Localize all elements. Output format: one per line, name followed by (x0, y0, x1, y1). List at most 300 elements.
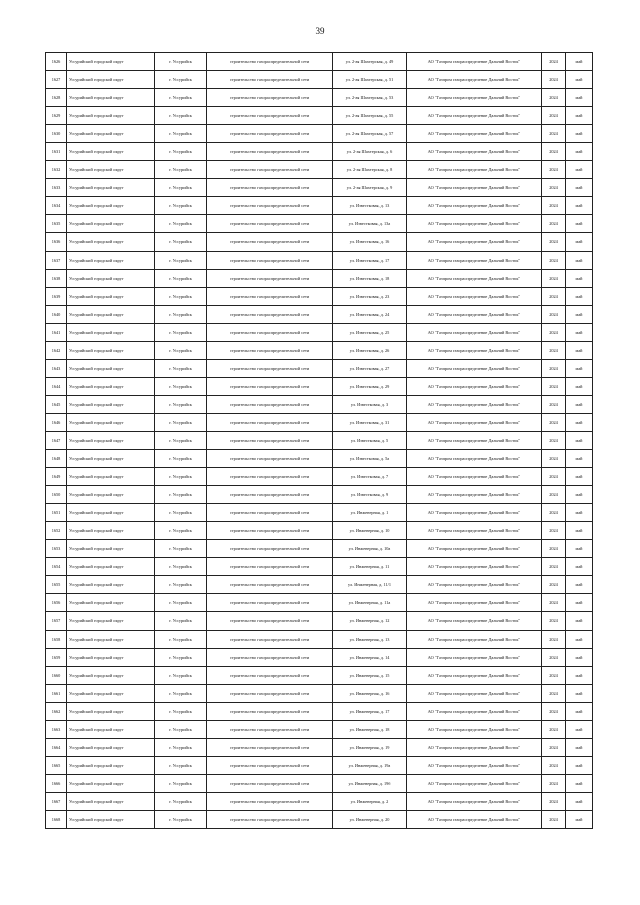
city-cell: г. Уссурийск (155, 431, 207, 449)
address-cell: ул. 2-ая Шахтерская, д. 6 (333, 143, 407, 161)
month-cell: май (566, 53, 593, 71)
address-cell: ул. Известковая, д. 26 (333, 341, 407, 359)
year-cell: 2024 (542, 630, 566, 648)
year-cell: 2024 (542, 684, 566, 702)
city-cell: г. Уссурийск (155, 413, 207, 431)
organization-cell: АО "Газпром газораспределение Дальний Восток" (407, 504, 542, 522)
address-cell: ул. Инженерная, д. 14 (333, 648, 407, 666)
table-row (46, 792, 593, 810)
address-cell: ул. 2-ая Шахтерская, д. 55 (333, 107, 407, 125)
city-cell: г. Уссурийск (155, 269, 207, 287)
table-row (46, 540, 593, 558)
table-row (46, 702, 593, 720)
work-type-cell: строительство газораспределительной сети (207, 107, 333, 125)
row-number-cell: 1645 (46, 395, 67, 413)
work-type-cell: строительство газораспределительной сети (207, 269, 333, 287)
address-cell: ул. Инженерная, д. 10а (333, 540, 407, 558)
row-number-cell: 1627 (46, 71, 67, 89)
organization-cell: АО "Газпром газораспределение Дальний Восток" (407, 287, 542, 305)
year-cell: 2024 (542, 179, 566, 197)
row-number-cell: 1629 (46, 107, 67, 125)
year-cell: 2024 (542, 359, 566, 377)
organization-cell: АО "Газпром газораспределение Дальний Восток" (407, 161, 542, 179)
row-number-cell: 1640 (46, 305, 67, 323)
city-cell: г. Уссурийск (155, 468, 207, 486)
work-type-cell: строительство газораспределительной сети (207, 341, 333, 359)
row-number-cell: 1648 (46, 450, 67, 468)
row-number-cell: 1633 (46, 179, 67, 197)
city-cell: г. Уссурийск (155, 89, 207, 107)
city-cell: г. Уссурийск (155, 648, 207, 666)
row-number-cell: 1650 (46, 486, 67, 504)
work-type-cell: строительство газораспределительной сети (207, 576, 333, 594)
year-cell: 2024 (542, 341, 566, 359)
city-cell: г. Уссурийск (155, 125, 207, 143)
municipality-cell: Уссурийский городской округ (67, 810, 155, 828)
table-row (46, 197, 593, 215)
table-row (46, 612, 593, 630)
municipality-cell: Уссурийский городской округ (67, 359, 155, 377)
municipality-cell: Уссурийский городской округ (67, 720, 155, 738)
address-cell: ул. Инженерная, д. 19а (333, 756, 407, 774)
year-cell: 2024 (542, 738, 566, 756)
table-row (46, 522, 593, 540)
table-row (46, 161, 593, 179)
row-number-cell: 1637 (46, 251, 67, 269)
work-type-cell: строительство газораспределительной сети (207, 486, 333, 504)
city-cell: г. Уссурийск (155, 71, 207, 89)
month-cell: май (566, 377, 593, 395)
address-cell: ул. Инженерная, д. 20 (333, 810, 407, 828)
work-type-cell: строительство газораспределительной сети (207, 756, 333, 774)
year-cell: 2024 (542, 287, 566, 305)
row-number-cell: 1651 (46, 504, 67, 522)
row-number-cell: 1626 (46, 53, 67, 71)
row-number-cell: 1654 (46, 558, 67, 576)
year-cell: 2024 (542, 323, 566, 341)
municipality-cell: Уссурийский городской округ (67, 522, 155, 540)
work-type-cell: строительство газораспределительной сети (207, 197, 333, 215)
row-number-cell: 1655 (46, 576, 67, 594)
city-cell: г. Уссурийск (155, 540, 207, 558)
organization-cell: АО "Газпром газораспределение Дальний Восток" (407, 269, 542, 287)
organization-cell: АО "Газпром газораспределение Дальний Восток" (407, 540, 542, 558)
work-type-cell: строительство газораспределительной сети (207, 413, 333, 431)
table-row (46, 576, 593, 594)
organization-cell: АО "Газпром газораспределение Дальний Восток" (407, 684, 542, 702)
organization-cell: АО "Газпром газораспределение Дальний Восток" (407, 53, 542, 71)
month-cell: май (566, 774, 593, 792)
table-row (46, 287, 593, 305)
month-cell: май (566, 413, 593, 431)
address-cell: ул. Известковая, д. 16 (333, 233, 407, 251)
month-cell: май (566, 71, 593, 89)
work-type-cell: строительство газораспределительной сети (207, 89, 333, 107)
month-cell: май (566, 269, 593, 287)
year-cell: 2024 (542, 540, 566, 558)
month-cell: май (566, 341, 593, 359)
work-type-cell: строительство газораспределительной сети (207, 468, 333, 486)
organization-cell: АО "Газпром газораспределение Дальний Восток" (407, 702, 542, 720)
municipality-cell: Уссурийский городской округ (67, 684, 155, 702)
year-cell: 2024 (542, 486, 566, 504)
municipality-cell: Уссурийский городской округ (67, 486, 155, 504)
work-type-cell: строительство газораспределительной сети (207, 215, 333, 233)
row-number-cell: 1630 (46, 125, 67, 143)
municipality-cell: Уссурийский городской округ (67, 341, 155, 359)
year-cell: 2024 (542, 89, 566, 107)
organization-cell: АО "Газпром газораспределение Дальний Восток" (407, 720, 542, 738)
table-row (46, 215, 593, 233)
table-row (46, 125, 593, 143)
address-cell: ул. Известковая, д. 3 (333, 395, 407, 413)
work-type-cell: строительство газораспределительной сети (207, 810, 333, 828)
address-cell: ул. Инженерная, д. 19 (333, 738, 407, 756)
month-cell: май (566, 486, 593, 504)
municipality-cell: Уссурийский городской округ (67, 594, 155, 612)
year-cell: 2024 (542, 71, 566, 89)
year-cell: 2024 (542, 594, 566, 612)
municipality-cell: Уссурийский городской округ (67, 53, 155, 71)
address-cell: ул. Инженерная, д. 13 (333, 630, 407, 648)
municipality-cell: Уссурийский городской округ (67, 287, 155, 305)
row-number-cell: 1641 (46, 323, 67, 341)
table-row (46, 71, 593, 89)
registry-table (45, 52, 593, 829)
organization-cell: АО "Газпром газораспределение Дальний Восток" (407, 468, 542, 486)
year-cell: 2024 (542, 648, 566, 666)
row-number-cell: 1634 (46, 197, 67, 215)
table-row (46, 395, 593, 413)
organization-cell: АО "Газпром газораспределение Дальний Восток" (407, 594, 542, 612)
row-number-cell: 1631 (46, 143, 67, 161)
row-number-cell: 1668 (46, 810, 67, 828)
work-type-cell: строительство газораспределительной сети (207, 558, 333, 576)
organization-cell: АО "Газпром газораспределение Дальний Восток" (407, 377, 542, 395)
organization-cell: АО "Газпром газораспределение Дальний Восток" (407, 125, 542, 143)
city-cell: г. Уссурийск (155, 143, 207, 161)
year-cell: 2024 (542, 161, 566, 179)
month-cell: май (566, 666, 593, 684)
address-cell: ул. Инженерная, д. 11а (333, 594, 407, 612)
municipality-cell: Уссурийский городской округ (67, 558, 155, 576)
organization-cell: АО "Газпром газораспределение Дальний Восток" (407, 666, 542, 684)
address-cell: ул. Инженерная, д. 1 (333, 504, 407, 522)
row-number-cell: 1649 (46, 468, 67, 486)
address-cell: ул. Инженерная, д. 17 (333, 702, 407, 720)
municipality-cell: Уссурийский городской округ (67, 540, 155, 558)
address-cell: ул. Известковая, д. 25 (333, 323, 407, 341)
municipality-cell: Уссурийский городской округ (67, 269, 155, 287)
month-cell: май (566, 684, 593, 702)
work-type-cell: строительство газораспределительной сети (207, 143, 333, 161)
address-cell: ул. Известковая, д. 13 (333, 197, 407, 215)
municipality-cell: Уссурийский городской округ (67, 143, 155, 161)
work-type-cell: строительство газораспределительной сети (207, 179, 333, 197)
year-cell: 2024 (542, 666, 566, 684)
month-cell: май (566, 305, 593, 323)
table-row (46, 431, 593, 449)
work-type-cell: строительство газораспределительной сети (207, 450, 333, 468)
city-cell: г. Уссурийск (155, 197, 207, 215)
table-row (46, 413, 593, 431)
month-cell: май (566, 810, 593, 828)
year-cell: 2024 (542, 251, 566, 269)
municipality-cell: Уссурийский городской округ (67, 215, 155, 233)
address-cell: ул. 2-ая Шахтерская, д. 53 (333, 89, 407, 107)
municipality-cell: Уссурийский городской округ (67, 468, 155, 486)
organization-cell: АО "Газпром газораспределение Дальний Восток" (407, 233, 542, 251)
city-cell: г. Уссурийск (155, 341, 207, 359)
municipality-cell: Уссурийский городской округ (67, 161, 155, 179)
work-type-cell: строительство газораспределительной сети (207, 522, 333, 540)
table-row (46, 143, 593, 161)
address-cell: ул. Известковая, д. 5а (333, 450, 407, 468)
address-cell: ул. 2-ая Шахтерская, д. 51 (333, 71, 407, 89)
year-cell: 2024 (542, 558, 566, 576)
city-cell: г. Уссурийск (155, 450, 207, 468)
city-cell: г. Уссурийск (155, 684, 207, 702)
month-cell: май (566, 720, 593, 738)
address-cell: ул. Известковая, д. 23 (333, 287, 407, 305)
municipality-cell: Уссурийский городской округ (67, 450, 155, 468)
organization-cell: АО "Газпром газораспределение Дальний Восток" (407, 305, 542, 323)
organization-cell: АО "Газпром газораспределение Дальний Восток" (407, 197, 542, 215)
table-row (46, 251, 593, 269)
year-cell: 2024 (542, 756, 566, 774)
work-type-cell: строительство газораспределительной сети (207, 540, 333, 558)
year-cell: 2024 (542, 53, 566, 71)
row-number-cell: 1663 (46, 720, 67, 738)
city-cell: г. Уссурийск (155, 594, 207, 612)
work-type-cell: строительство газораспределительной сети (207, 287, 333, 305)
year-cell: 2024 (542, 450, 566, 468)
address-cell: ул. Инженерная, д. 19б (333, 774, 407, 792)
city-cell: г. Уссурийск (155, 522, 207, 540)
organization-cell: АО "Газпром газораспределение Дальний Восток" (407, 215, 542, 233)
municipality-cell: Уссурийский городской округ (67, 251, 155, 269)
organization-cell: АО "Газпром газораспределение Дальний Восток" (407, 450, 542, 468)
municipality-cell: Уссурийский городской округ (67, 377, 155, 395)
table-row (46, 756, 593, 774)
row-number-cell: 1653 (46, 540, 67, 558)
organization-cell: АО "Газпром газораспределение Дальний Восток" (407, 341, 542, 359)
city-cell: г. Уссурийск (155, 720, 207, 738)
table-row (46, 233, 593, 251)
organization-cell: АО "Газпром газораспределение Дальний Восток" (407, 486, 542, 504)
address-cell: ул. Инженерная, д. 16 (333, 684, 407, 702)
municipality-cell: Уссурийский городской округ (67, 305, 155, 323)
year-cell: 2024 (542, 269, 566, 287)
table-row (46, 504, 593, 522)
organization-cell: АО "Газпром газораспределение Дальний Восток" (407, 612, 542, 630)
work-type-cell: строительство газораспределительной сети (207, 648, 333, 666)
work-type-cell: строительство газораспределительной сети (207, 71, 333, 89)
municipality-cell: Уссурийский городской округ (67, 233, 155, 251)
month-cell: май (566, 468, 593, 486)
month-cell: май (566, 504, 593, 522)
address-cell: ул. Инженерная, д. 11/1 (333, 576, 407, 594)
address-cell: ул. Известковая, д. 24 (333, 305, 407, 323)
table-row (46, 107, 593, 125)
work-type-cell: строительство газораспределительной сети (207, 431, 333, 449)
year-cell: 2024 (542, 305, 566, 323)
month-cell: май (566, 197, 593, 215)
row-number-cell: 1660 (46, 666, 67, 684)
row-number-cell: 1638 (46, 269, 67, 287)
month-cell: май (566, 540, 593, 558)
municipality-cell: Уссурийский городской округ (67, 395, 155, 413)
municipality-cell: Уссурийский городской округ (67, 792, 155, 810)
city-cell: г. Уссурийск (155, 215, 207, 233)
row-number-cell: 1635 (46, 215, 67, 233)
address-cell: ул. Известковая, д. 29 (333, 377, 407, 395)
month-cell: май (566, 233, 593, 251)
row-number-cell: 1667 (46, 792, 67, 810)
organization-cell: АО "Газпром газораспределение Дальний Восток" (407, 431, 542, 449)
row-number-cell: 1657 (46, 612, 67, 630)
organization-cell: АО "Газпром газораспределение Дальний Восток" (407, 359, 542, 377)
city-cell: г. Уссурийск (155, 486, 207, 504)
page-number: 39 (315, 26, 325, 36)
table-row (46, 648, 593, 666)
address-cell: ул. Инженерная, д. 15 (333, 666, 407, 684)
month-cell: май (566, 251, 593, 269)
month-cell: май (566, 792, 593, 810)
year-cell: 2024 (542, 377, 566, 395)
city-cell: г. Уссурийск (155, 287, 207, 305)
organization-cell: АО "Газпром газораспределение Дальний Восток" (407, 630, 542, 648)
row-number-cell: 1658 (46, 630, 67, 648)
table-row (46, 450, 593, 468)
month-cell: май (566, 125, 593, 143)
year-cell: 2024 (542, 215, 566, 233)
address-cell: ул. Инженерная, д. 2 (333, 792, 407, 810)
municipality-cell: Уссурийский городской округ (67, 71, 155, 89)
registry-table-body (46, 53, 593, 829)
address-cell: ул. Известковая, д. 5 (333, 431, 407, 449)
table-row (46, 720, 593, 738)
city-cell: г. Уссурийск (155, 810, 207, 828)
organization-cell: АО "Газпром газораспределение Дальний Восток" (407, 774, 542, 792)
row-number-cell: 1636 (46, 233, 67, 251)
table-row (46, 774, 593, 792)
city-cell: г. Уссурийск (155, 107, 207, 125)
table-row (46, 377, 593, 395)
work-type-cell: строительство газораспределительной сети (207, 359, 333, 377)
city-cell: г. Уссурийск (155, 233, 207, 251)
table-row (46, 359, 593, 377)
month-cell: май (566, 323, 593, 341)
month-cell: май (566, 431, 593, 449)
year-cell: 2024 (542, 792, 566, 810)
row-number-cell: 1656 (46, 594, 67, 612)
month-cell: май (566, 215, 593, 233)
municipality-cell: Уссурийский городской округ (67, 702, 155, 720)
city-cell: г. Уссурийск (155, 630, 207, 648)
municipality-cell: Уссурийский городской округ (67, 612, 155, 630)
table-row (46, 486, 593, 504)
month-cell: май (566, 89, 593, 107)
city-cell: г. Уссурийск (155, 377, 207, 395)
year-cell: 2024 (542, 774, 566, 792)
work-type-cell: строительство газораспределительной сети (207, 323, 333, 341)
organization-cell: АО "Газпром газораспределение Дальний Восток" (407, 558, 542, 576)
work-type-cell: строительство газораспределительной сети (207, 774, 333, 792)
month-cell: май (566, 179, 593, 197)
municipality-cell: Уссурийский городской округ (67, 125, 155, 143)
table-row (46, 305, 593, 323)
work-type-cell: строительство газораспределительной сети (207, 630, 333, 648)
work-type-cell: строительство газораспределительной сети (207, 233, 333, 251)
table-row (46, 738, 593, 756)
address-cell: ул. Инженерная, д. 11 (333, 558, 407, 576)
address-cell: ул. Известковая, д. 17 (333, 251, 407, 269)
table-row (46, 630, 593, 648)
table-row (46, 666, 593, 684)
organization-cell: АО "Газпром газораспределение Дальний Восток" (407, 756, 542, 774)
city-cell: г. Уссурийск (155, 738, 207, 756)
city-cell: г. Уссурийск (155, 179, 207, 197)
year-cell: 2024 (542, 431, 566, 449)
municipality-cell: Уссурийский городской округ (67, 413, 155, 431)
organization-cell: АО "Газпром газораспределение Дальний Восток" (407, 251, 542, 269)
work-type-cell: строительство газораспределительной сети (207, 594, 333, 612)
year-cell: 2024 (542, 413, 566, 431)
row-number-cell: 1632 (46, 161, 67, 179)
table-row (46, 684, 593, 702)
year-cell: 2024 (542, 125, 566, 143)
year-cell: 2024 (542, 107, 566, 125)
year-cell: 2024 (542, 504, 566, 522)
city-cell: г. Уссурийск (155, 305, 207, 323)
municipality-cell: Уссурийский городской округ (67, 738, 155, 756)
row-number-cell: 1664 (46, 738, 67, 756)
month-cell: май (566, 359, 593, 377)
month-cell: май (566, 702, 593, 720)
row-number-cell: 1642 (46, 341, 67, 359)
month-cell: май (566, 287, 593, 305)
table-row (46, 341, 593, 359)
address-cell: ул. Инженерная, д. 12 (333, 612, 407, 630)
city-cell: г. Уссурийск (155, 395, 207, 413)
month-cell: май (566, 450, 593, 468)
city-cell: г. Уссурийск (155, 251, 207, 269)
table-row (46, 468, 593, 486)
organization-cell: АО "Газпром газораспределение Дальний Восток" (407, 648, 542, 666)
work-type-cell: строительство газораспределительной сети (207, 684, 333, 702)
row-number-cell: 1662 (46, 702, 67, 720)
year-cell: 2024 (542, 143, 566, 161)
year-cell: 2024 (542, 576, 566, 594)
city-cell: г. Уссурийск (155, 576, 207, 594)
organization-cell: АО "Газпром газораспределение Дальний Восток" (407, 738, 542, 756)
work-type-cell: строительство газораспределительной сети (207, 305, 333, 323)
city-cell: г. Уссурийск (155, 756, 207, 774)
month-cell: май (566, 756, 593, 774)
organization-cell: АО "Газпром газораспределение Дальний Восток" (407, 179, 542, 197)
month-cell: май (566, 522, 593, 540)
year-cell: 2024 (542, 720, 566, 738)
municipality-cell: Уссурийский городской округ (67, 576, 155, 594)
row-number-cell: 1643 (46, 359, 67, 377)
organization-cell: АО "Газпром газораспределение Дальний Восток" (407, 395, 542, 413)
address-cell: ул. 2-ая Шахтерская, д. 9 (333, 179, 407, 197)
row-number-cell: 1647 (46, 431, 67, 449)
table-row (46, 594, 593, 612)
city-cell: г. Уссурийск (155, 323, 207, 341)
municipality-cell: Уссурийский городской округ (67, 197, 155, 215)
